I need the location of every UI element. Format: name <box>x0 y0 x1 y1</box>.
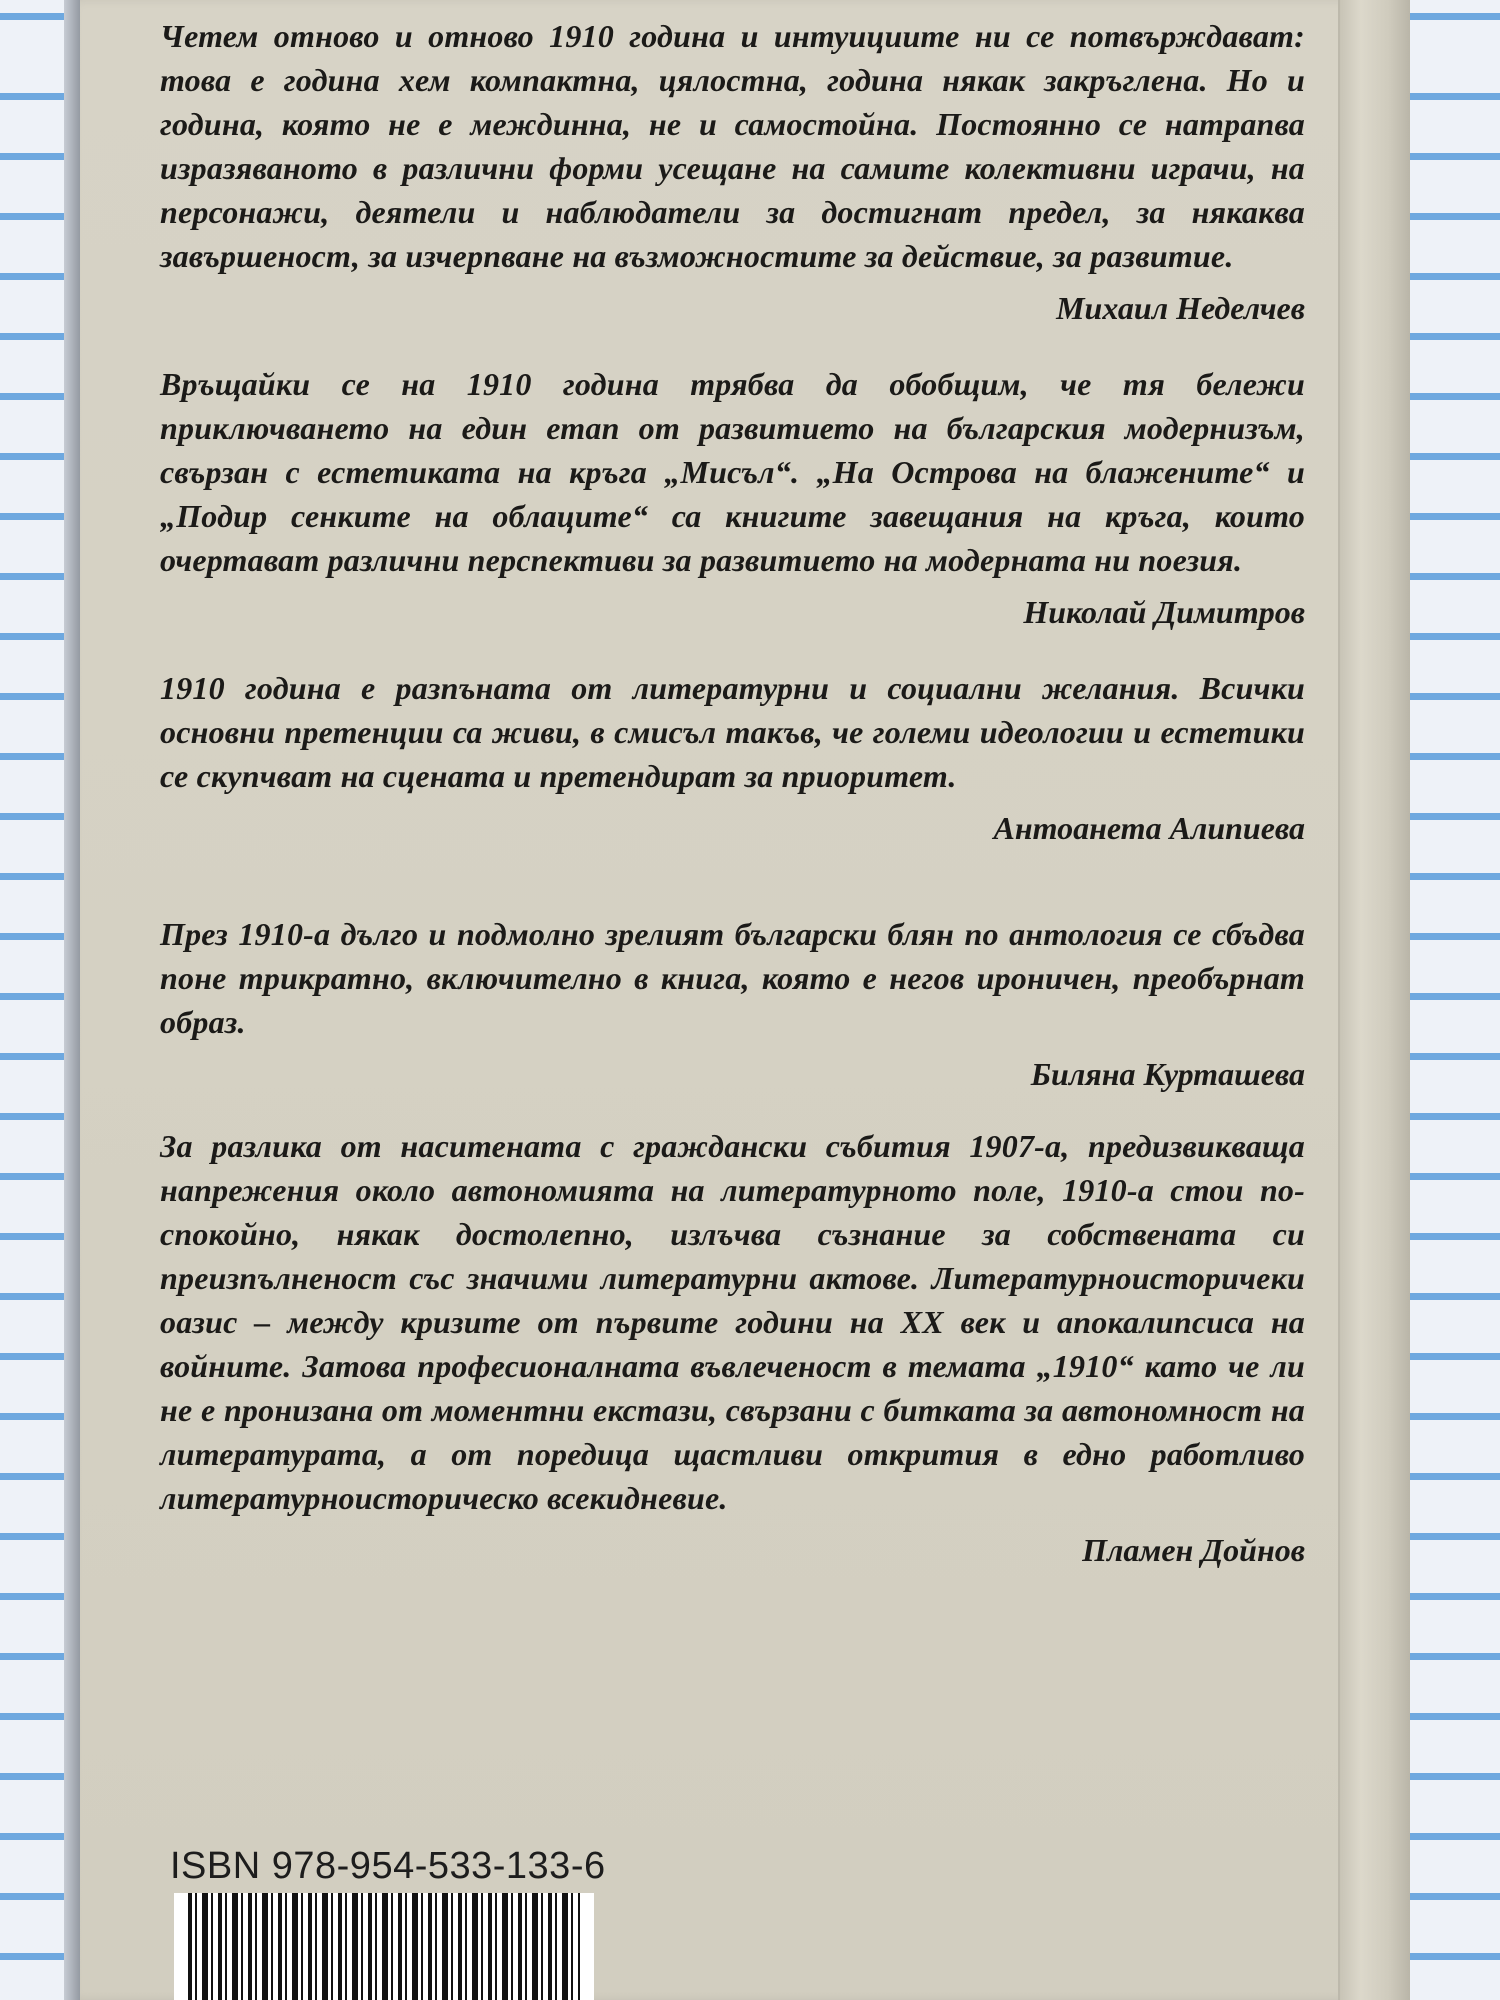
book-spine <box>1338 0 1410 2000</box>
book-back-cover <box>80 0 1410 2000</box>
barcode <box>174 1893 594 2000</box>
quote-block <box>160 666 1305 850</box>
isbn-label: ISBN 978-954-533-133-6 <box>170 1845 606 1887</box>
quote-author: Антоанета Алипиева <box>993 810 1305 846</box>
quote-block <box>160 14 1305 330</box>
quote-text: За разлика от наситената с граждански събития 1907-а, предизвикваща напрежения около автономията на литературното поле, 1910-а стои по-спокойно, някак достолепно, излъчва съзнание за собствената си преизпълненост със значими литературни актове. Литературноисторичеки оазис – между кризите от първите години на XX век и апокалипсиса на войните. Затова професионалната въвлеченост в темата „1910“ като че ли не е пронизана от моментни екстази, свързани с битката за автономност на литературата, а от поредица щастливи открития в едно работливо литературноисторическо всекидневие. <box>160 1128 1305 1516</box>
quote-author: Биляна Курташева <box>1030 1056 1305 1092</box>
barcode-bars <box>188 1893 580 2000</box>
quote-block <box>160 362 1305 634</box>
quotes-column <box>160 14 1305 1600</box>
notebook-paper-right <box>1410 0 1500 2000</box>
quote-author: Николай Димитров <box>1023 594 1305 630</box>
quote-author: Михаил Неделчев <box>1056 290 1305 326</box>
quote-block <box>160 912 1305 1096</box>
quote-text: През 1910-а дълго и подмолно зрелият български блян по антология се сбъдва поне трикратно, включително в книга, която е негов ироничен, преобърнат образ. <box>160 916 1305 1040</box>
quote-text: Четем отново и отново 1910 година и интуициите ни се потвърждават: това е година хем компактна, цялостна, година някак закръглена. Но и година, която не е междинна, не и самостойна. Постоянно се натрапва изразяваното в различни форми усещане на самите колективни играчи, на персонажи, деятели и наблюдатели за достигнат предел, за някаква завършеност, за изчерпване на възможностите за действие, за развитие. <box>160 18 1305 274</box>
quote-text: Връщайки се на 1910 година трябва да обобщим, че тя бележи приключването на един етап от развитието на българския модернизъм, свързан с естетиката на кръга „Мисъл“. „На Острова на блажените“ и „Подир сенките на облаците“ са книгите завещания на кръга, които очертават различни перспективи за развитието на модерната ни поезия. <box>160 366 1305 578</box>
quote-author: Пламен Дойнов <box>1082 1532 1305 1568</box>
quote-block <box>160 1124 1305 1572</box>
quote-text: 1910 година е разпъната от литературни и социални желания. Всички основни претенции са живи, в смисъл такъв, че големи идеологии и естетики се скупчват на сцената и претендират за приоритет. <box>160 670 1305 794</box>
